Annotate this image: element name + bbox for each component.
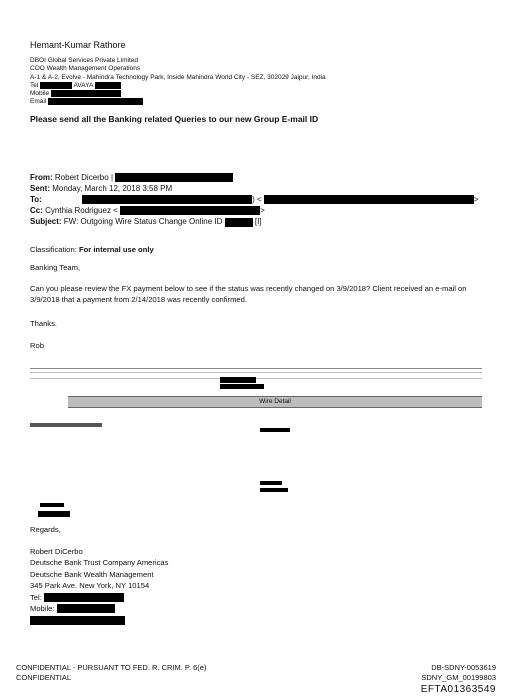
mobile-label: Mobile bbox=[30, 90, 50, 98]
email-line bbox=[30, 98, 326, 106]
email-header bbox=[30, 172, 479, 227]
closing-tel-label: Tel: bbox=[30, 592, 42, 602]
from-label: From: bbox=[30, 173, 53, 182]
sign-off: Rob bbox=[30, 341, 44, 350]
email-label: Email bbox=[30, 98, 47, 106]
redaction bbox=[260, 481, 282, 485]
company-name: DBOI Global Services Private Limited bbox=[30, 57, 139, 65]
bates-sdny: SDNY_GM_00199803 bbox=[421, 672, 496, 682]
wire-detail-title-bar: Wire Detail bbox=[68, 396, 482, 408]
closing-mobile-label: Mobile: bbox=[30, 603, 55, 613]
footer-confidential-1: CONFIDENTIAL - PURSUANT TO FED. R. CRIM. P. 6(e) bbox=[16, 663, 207, 672]
closing-line3: 345 Park Ave. New York, NY 10154 bbox=[30, 581, 150, 591]
redaction bbox=[264, 195, 474, 204]
footer-right bbox=[421, 663, 496, 696]
panel-header bbox=[30, 423, 102, 427]
body-paragraph: Can you please review the FX payment below to see if the status was recently changed on 3/9/2018? Client received an e-mail on 3/9/2018 that a payment from 2/14/2018 was recently confirmed. bbox=[30, 284, 467, 304]
to-label: To: bbox=[30, 195, 42, 205]
redaction bbox=[220, 377, 256, 383]
redaction bbox=[260, 428, 290, 432]
closing-line2: Deutsche Bank Wealth Management bbox=[30, 569, 154, 579]
signature-block bbox=[30, 40, 326, 107]
footer-left bbox=[16, 663, 206, 683]
embedded-wire-screenshot bbox=[30, 363, 482, 523]
redaction bbox=[40, 503, 64, 507]
cc-value: Cynthia Rodriguez bbox=[45, 206, 111, 216]
sent-line bbox=[30, 183, 479, 194]
footer-confidential-2: CONFIDENTIAL bbox=[16, 672, 72, 682]
redaction bbox=[225, 218, 253, 227]
closing-line1: Deutsche Bank Trust Company Americas bbox=[30, 558, 169, 568]
notice: Please send all the Banking related Queries to our new Group E-mail ID bbox=[30, 114, 319, 124]
regards: Regards, bbox=[30, 525, 61, 534]
sent-label: Sent: bbox=[30, 184, 50, 194]
redaction bbox=[260, 488, 288, 492]
mobile-line bbox=[30, 90, 326, 98]
divider bbox=[30, 372, 482, 373]
redaction bbox=[82, 195, 252, 204]
tel-label: Tel bbox=[30, 81, 39, 89]
closing-mobile bbox=[30, 603, 482, 614]
cc-label: Cc: bbox=[30, 206, 43, 216]
address: A-1 & A-2, Evolve - Mahindra Technology Park, Inside Mahindra World City - SEZ, 302029 Jaipur, India bbox=[30, 73, 326, 81]
redaction bbox=[57, 604, 115, 613]
subject-line bbox=[30, 216, 479, 227]
redaction bbox=[40, 82, 72, 89]
department: COO Wealth Management Operations bbox=[30, 65, 141, 73]
redaction bbox=[115, 173, 233, 182]
redaction bbox=[38, 511, 70, 517]
classification-value: For internal use only bbox=[78, 245, 154, 254]
redaction bbox=[120, 206, 260, 215]
redaction bbox=[95, 82, 121, 89]
classification-label: Classification: bbox=[30, 245, 77, 254]
closing-tel bbox=[30, 592, 482, 603]
bates-efta: EFTA01363549 bbox=[420, 683, 496, 695]
to-line: To: ) < > bbox=[30, 195, 479, 205]
closing-email bbox=[30, 614, 482, 625]
divider bbox=[30, 378, 482, 379]
cc-line: Cc: Cynthia Rodriguez < > bbox=[30, 206, 265, 216]
tel-line bbox=[30, 82, 326, 90]
redaction bbox=[51, 90, 121, 97]
thanks: Thanks. bbox=[30, 319, 58, 328]
redaction bbox=[48, 98, 143, 105]
divider bbox=[30, 368, 482, 369]
subject-suffix: [I] bbox=[254, 217, 262, 227]
subject-value: FW: Outgoing Wire Status Change Online ID bbox=[63, 217, 223, 227]
classification-line bbox=[30, 244, 482, 255]
from-value: Robert Dicerbo bbox=[54, 173, 109, 182]
sent-value: Monday, March 12, 2018 3:58 PM bbox=[52, 184, 173, 194]
closing-signature bbox=[30, 546, 482, 626]
closing-name: Robert DiCerbo bbox=[30, 547, 83, 556]
bates-db: DB-SDNY-0053619 bbox=[431, 663, 496, 672]
from-line: From: Robert Dicerbo | bbox=[30, 172, 479, 183]
greeting: Banking Team, bbox=[30, 263, 81, 272]
redaction bbox=[220, 384, 264, 389]
subject-label: Subject: bbox=[30, 217, 62, 227]
avaya-label: AVAYA bbox=[73, 81, 93, 89]
redaction bbox=[30, 616, 125, 625]
redaction bbox=[44, 593, 124, 602]
signer-name: Hemant-Kumar Rathore bbox=[30, 40, 126, 50]
